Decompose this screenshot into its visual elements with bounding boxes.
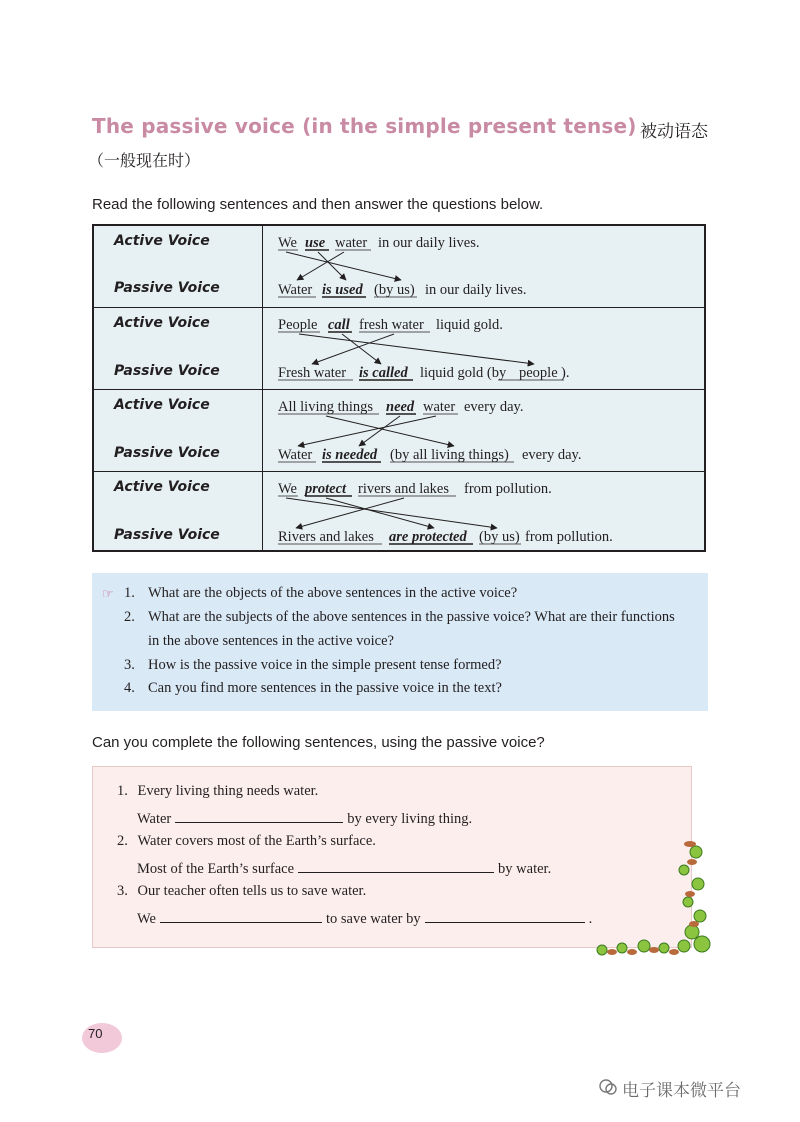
answer-blank[interactable] [425,908,585,923]
passive-agent: (by us) [374,282,415,298]
active-rest: every day. [464,399,524,415]
active-voice-label: Active Voice [114,397,210,413]
active-voice-label: Active Voice [114,315,210,331]
active-object: water [423,399,456,415]
table-row [94,472,704,552]
passive-agent: (by all living things) [390,447,509,463]
passive-subject: Water [278,447,313,463]
sentence-diagram [94,472,706,552]
active-object: fresh water [359,317,424,333]
active-subject: We [278,235,297,251]
passive-rest: in our daily lives. [425,282,527,298]
active-voice-label: Active Voice [114,479,210,495]
sentence-diagram [94,308,706,390]
passive-voice-label: Passive Voice [114,527,220,543]
passive-voice-label: Passive Voice [114,280,220,296]
exercise-instruction: Can you complete the following sentences, using the passive voice? [92,734,545,751]
exercise-answer-line: Most of the Earth’s surface by water. [137,858,551,878]
answer-blank[interactable] [160,908,322,923]
table-row [94,308,704,390]
exercise-item: 3. Our teacher often tells us to save water. [117,883,367,899]
passive-end: ). [561,365,570,381]
questions-box: ☞ 1. What are the objects of the above sentences in the active voice? 2. What are the subjects of the above sentences in the passive voice? What are their functions in the above sentences in the active voice? 3. How is the passive voice in the simple present tense formed? 4. Can you find more sentences in the passive voice in the text? [92,573,708,711]
exercise-item: 2. Water covers most of the Earth’s surface. [117,833,376,849]
active-subject: We [278,481,297,497]
page-number: 70 [88,1026,103,1041]
passive-verb: is needed [322,447,378,463]
active-rest: liquid gold. [436,317,503,333]
passive-verb: are protected [389,529,467,545]
passive-rest: liquid gold (by [420,365,507,381]
page-title-chinese: 被动语态 [640,122,708,142]
voice-comparison-table [92,224,706,552]
active-object: water [335,235,368,251]
passive-subject: Rivers and lakes [278,529,374,545]
wechat-icon [598,1077,618,1097]
exercise-item: 1. Every living thing needs water. [117,783,319,799]
active-subject: People [278,317,318,333]
table-row [94,226,704,308]
answer-blank[interactable] [298,858,494,873]
active-rest: from pollution. [464,481,552,497]
passive-rest: from pollution. [525,529,613,545]
passive-rest: every day. [522,447,582,463]
active-voice-label: Active Voice [114,233,210,249]
active-verb: protect [305,481,347,497]
passive-agent: (by us) [479,529,520,545]
passive-subject: Water [278,282,313,298]
active-rest: in our daily lives. [378,235,480,251]
passive-voice-label: Passive Voice [114,363,220,379]
clover-vine-decoration [584,836,714,966]
page-title: The passive voice (in the simple present tense) [92,114,637,138]
active-verb: need [386,399,415,415]
watermark: 电子课本微平台 [598,1076,741,1101]
passive-voice-label: Passive Voice [114,445,220,461]
active-subject: All living things [278,399,374,415]
passive-agent: people [519,365,558,381]
passive-verb: is called [359,365,408,381]
page-subtitle-chinese: （一般现在时） [88,151,201,170]
pointing-hand-icon: ☞ [102,586,114,601]
active-verb: use [305,235,326,251]
table-row [94,390,704,472]
answer-blank[interactable] [175,808,343,823]
exercise-answer-line: Water by every living thing. [137,808,472,828]
passive-verb: is used [322,282,363,298]
active-verb: call [328,317,350,333]
sentence-diagram [94,390,706,472]
table-instruction: Read the following sentences and then answer the questions below. [92,196,544,213]
active-object: rivers and lakes [358,481,449,497]
exercise-answer-line: We to save water by . [137,908,592,928]
passive-subject: Fresh water [278,365,347,381]
sentence-diagram [94,226,706,308]
